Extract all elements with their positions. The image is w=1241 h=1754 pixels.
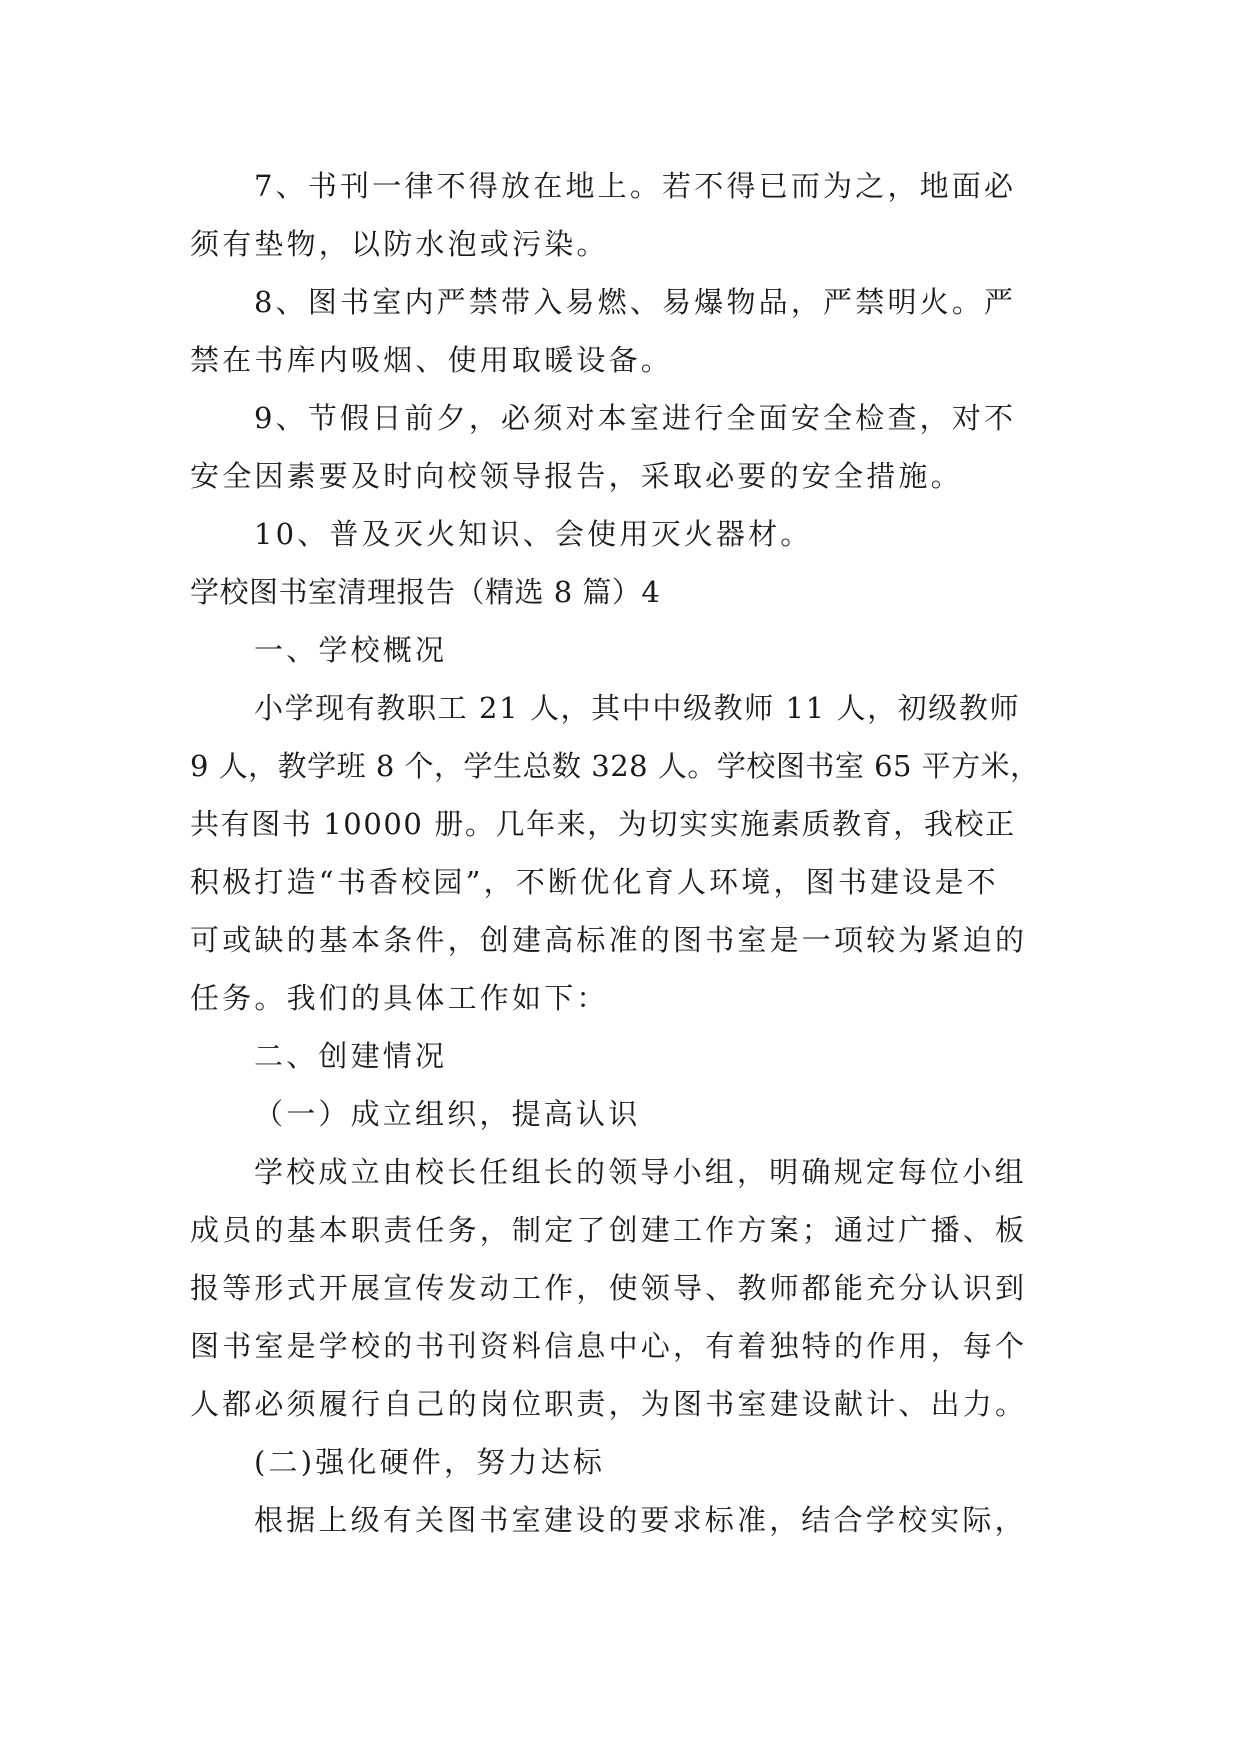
text-line: 7、书刊一律不得放在地上。若不得已而为之，地面必	[254, 169, 1017, 203]
text-line: 9、节假日前夕，必须对本室进行全面安全检查，对不	[254, 401, 1017, 435]
text-line: 9 人，教学班 8 个，学生总数 328 人。学校图书室 65 平方米，	[190, 749, 1040, 783]
text-line: 任务。我们的具体工作如下：	[190, 981, 609, 1015]
text-line: 须有垫物，以防水泡或污染。	[190, 227, 609, 261]
text-line: 禁在书库内吸烟、使用取暖设备。	[190, 343, 674, 377]
subheading: 一、学校概况	[254, 633, 448, 667]
text-line: 学校成立由校长任组长的领导小组，明确规定每位小组	[254, 1155, 1027, 1189]
text-line: 报等形式开展宣传发动工作，使领导、教师都能充分认识到	[190, 1271, 1028, 1305]
text-line: 积极打造“书香校园”，不断优化育人环境，图书建设是不	[190, 865, 999, 899]
text-line: 人都必须履行自己的岗位职责，为图书室建设献计、出力。	[190, 1387, 1028, 1421]
subheading: 二、创建情况	[254, 1039, 448, 1073]
text-line: 小学现有教职工 21 人，其中中级教师 11 人，初级教师	[254, 691, 1021, 725]
text-line: 图书室是学校的书刊资料信息中心，有着独特的作用，每个	[190, 1329, 1028, 1363]
text-line: 共有图书 10000 册。几年来，为切实实施素质教育，我校正	[190, 807, 1016, 841]
text-line: 8、图书室内严禁带入易燃、易爆物品，严禁明火。严	[254, 285, 1017, 319]
text-line: 安全因素要及时向校领导报告，采取必要的安全措施。	[190, 459, 963, 493]
text-line: 成员的基本职责任务，制定了创建工作方案；通过广播、板	[190, 1213, 1028, 1247]
text-line: 可或缺的基本条件，创建高标准的图书室是一项较为紧迫的	[190, 923, 1028, 957]
subheading: （一）成立组织，提高认识	[254, 1097, 641, 1131]
text-line: 10、普及灭火知识、会使用灭火器材。	[254, 517, 813, 551]
text-line: 根据上级有关图书室建设的要求标准，结合学校实际，	[254, 1503, 1027, 1537]
subheading: (二)强化硬件，努力达标	[254, 1445, 606, 1479]
section-heading: 学校图书室清理报告（精选 8 篇）4	[190, 575, 661, 609]
